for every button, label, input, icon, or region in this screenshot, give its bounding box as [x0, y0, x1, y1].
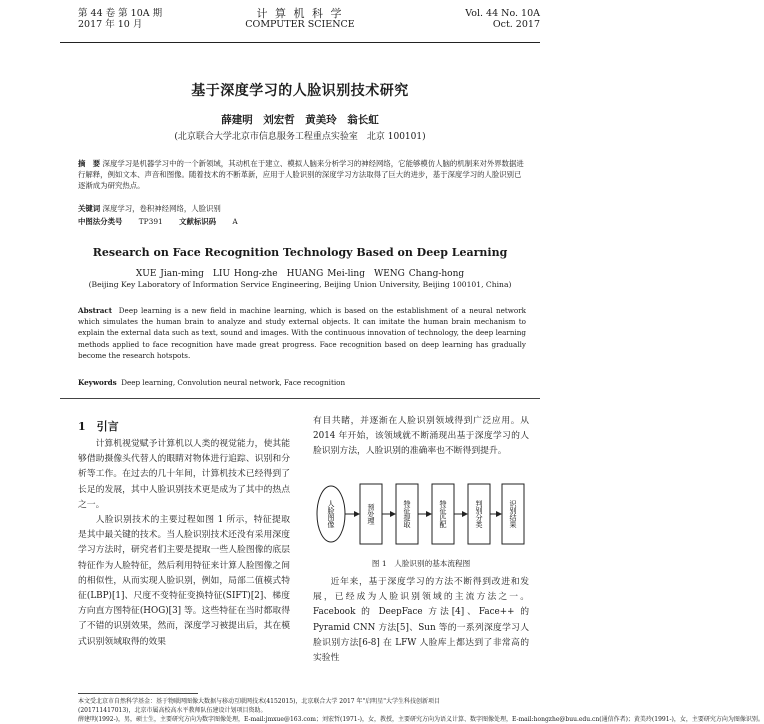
- section-heading-introduction: 1 引言: [78, 420, 119, 433]
- flow-stage-label: 特征匹配: [439, 500, 447, 528]
- journal-issue-info-en: [465, 8, 540, 30]
- authors-en: XUE Jian-ming LIU Hong-zhe HUANG Mei-ling WENG Chang-hong: [135, 269, 465, 279]
- intro-left-column: [78, 437, 290, 650]
- journal-date-en: Oct. 2017: [492, 19, 540, 30]
- figure-1-caption: 图 1 人脸识别的基本流程图: [371, 559, 471, 568]
- flow-output-node: [502, 484, 524, 544]
- footnote-divider: [78, 693, 198, 694]
- keywords-cn-label: 关键词: [78, 204, 101, 213]
- journal-volume: 第 44 卷 第 10A 期: [78, 8, 163, 19]
- clc-value: TP391: [138, 217, 163, 226]
- flow-output-label: 识别结果: [509, 500, 517, 528]
- keywords-cn-text: 深度学习，卷积神经网络，人脸识别: [102, 204, 221, 213]
- paper-title-en: Research on Face Recognition Technology Based on Deep Learning: [92, 246, 508, 259]
- classification-cn: [78, 216, 524, 227]
- intro-continued-paragraph: 有目共睹，并逐渐在人脸识别领域得到广泛应用。从 2014 年开始，该领域就不断涌现出基于深度学习的人脸识别方法，人脸识别的准确率也不断得到提升。: [313, 416, 529, 457]
- flow-stage-feature-extraction: [396, 484, 418, 544]
- keywords-cn: [78, 203, 524, 214]
- flow-stage-label: 预处理: [367, 503, 375, 525]
- footnote: [78, 697, 764, 724]
- affiliation-en: (Beijing Key Laboratory of Information Service Engineering, Beijing Union University, Beijing 100101, China): [88, 280, 512, 289]
- flow-stage-preprocess: [360, 484, 382, 544]
- footnote-authors: 薛建明(1992-)，男，硕士生，主要研究方向为数字图像处理，E-mail:jmxue@163.com；刘宏哲(1971-)，女，教授，主要研究方向为语义计算、数字图像处理，E-mail:hongzhe@buu.edu.cn(通信作者)；黄美玲(1991-)，女，主要研究方向为图像识别。: [78, 716, 764, 723]
- abstract-en: [78, 305, 526, 361]
- journal-name-en: COMPUTER SCIENCE: [245, 19, 355, 30]
- clc-label: 中图法分类号: [78, 217, 123, 226]
- header-divider: [60, 42, 540, 43]
- journal-volume-en: Vol. 44 No. 10A: [465, 8, 540, 19]
- abstract-cn: [78, 158, 524, 191]
- keywords-en-label: Keywords: [78, 378, 117, 387]
- journal-name-cn: 计 算 机 科 学: [256, 7, 344, 20]
- authors-cn: 薛建明 刘宏哲 黄美玲 翁长虹: [221, 114, 379, 126]
- abstract-en-text: Deep learning is a new field in machine learning, which is based on the establishment of a neural network which simulates the human brain to analyze and study external objects. It can imitate the human brain mechanism to explain the external data such as text, sound and images. With the continuous innovation of technology, the deep learning methods applied to face recognition have made great progress. Face recognition based on deep learning has gradually become the research hotspots.: [78, 306, 526, 360]
- flow-stage-label: 判别分类: [475, 500, 483, 528]
- journal-date: 2017 年 10 月: [78, 19, 143, 30]
- intro-paragraph-1: 计算机视觉赋予计算机以人类的视觉能力，使其能够借助摄像头代替人的眼睛对物体进行追踪、识别和分析等工作。在过去的几十年间，计算机技术已经得到了长足的发展，其中人脸识别技术更是成为了其中的热点之一。: [78, 439, 290, 510]
- intro-paragraph-3: 近年来，基于深度学习的方法不断得到改进和发展，已经成为人脸识别领域的主流方法之一。Facebook 的 DeepFace 方法[4]、Face++ 的 Pyramid CNN 方法[5]、Sun 等的一系列深度学习人脸识别方法[6-8] 在 LFW 人脸库上都达到了非常高的实验性: [313, 577, 529, 664]
- intro-paragraph-2: 人脸识别技术的主要过程如图 1 所示，特征提取是其中最关键的技术。当人脸识别技术还没有采用深度学习方法时，研究者们主要是提取一些人脸图像的底层特征作为人脸特征，然后利用特征来计算人脸图像之间的相似性，从而实现人脸识别，例如，局部二值模式特征(LBP)[1]、尺度不变特征变换特征(SIFT)[2]、梯度方向直方图特征(HOG)[3] 等。这些特征在当时都取得了不错的识别效果，然而，深度学习被提出后，其在模式识别领域取得的效果: [78, 515, 290, 647]
- doc-code-label: 文献标识码: [179, 217, 217, 226]
- intro-right-column-top: [313, 414, 529, 460]
- affiliation-cn: (北京联合大学北京市信息服务工程重点实验室 北京 100101): [174, 132, 426, 142]
- keywords-en-text: Deep learning, Convolution neural network, Face recognition: [121, 378, 346, 387]
- flow-stage-feature-matching: [432, 484, 454, 544]
- abstract-cn-label: 摘 要: [78, 159, 101, 168]
- abstract-divider: [60, 398, 540, 399]
- keywords-en: [78, 378, 526, 387]
- flow-stage-label: 特征提取: [403, 500, 411, 528]
- flow-input-label: 人脸图像: [327, 500, 335, 528]
- footnote-funding-2: (201711417013)，北京市属高校高水平教师队伍建设计划项目资助。: [78, 707, 267, 714]
- figure-1-flowchart: [313, 474, 529, 554]
- paper-title-cn: 基于深度学习的人脸识别技术研究: [191, 83, 409, 99]
- flow-stage-classification: [468, 484, 490, 544]
- doc-code-value: A: [232, 217, 238, 226]
- flow-input-node: [317, 486, 345, 542]
- footnote-funding-1: 本文受北京市自然科学基金：基于物联网图像大数据与移动互联网技术(4152015)，北京联合大学 2017 年"启明星"大学生科技创新项目: [78, 698, 441, 705]
- abstract-cn-text: 深度学习是机器学习中的一个新领域，其动机在于建立、模拟人脑来分析学习的神经网络，它能够模仿人脑的机制来对外界数据进行解释，例如文本、声音和图像。随着技术的不断革新，应用于人脸识别的深度学习方法取得了巨大的进步，基于深度学习的人脸识别已逐渐成为研究热点。: [78, 159, 524, 190]
- abstract-en-label: Abstract: [78, 306, 113, 315]
- intro-right-column-bottom: [313, 575, 529, 666]
